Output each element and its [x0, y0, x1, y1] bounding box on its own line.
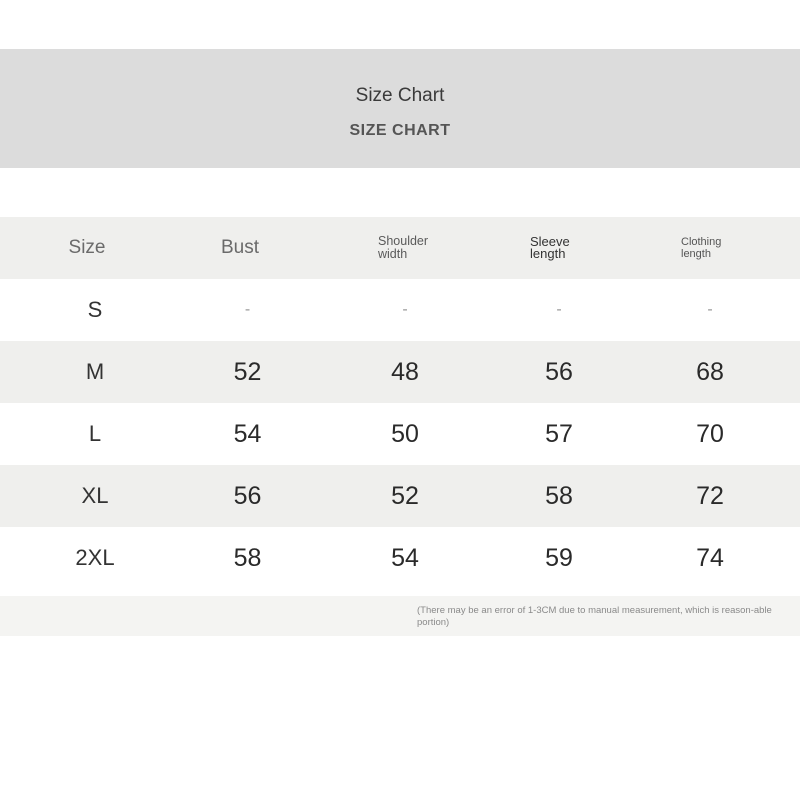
bust-cell: 56	[233, 481, 262, 510]
header-bust: Bust	[220, 237, 260, 258]
page-title: Size Chart	[355, 85, 445, 106]
clothing-cell: 74	[696, 543, 724, 572]
size-cell: 2XL	[75, 545, 115, 570]
measurement-note: (There may be an error of 1-3CM due to manual measurement, which is reason-able portion)	[417, 605, 772, 628]
size-cell: S	[87, 297, 103, 322]
clothing-cell: 72	[696, 481, 724, 510]
shoulder-cell: 50	[391, 419, 419, 448]
bust-cell: 52	[233, 357, 262, 386]
bust-cell: 58	[233, 543, 262, 572]
header-size: Size	[68, 237, 106, 258]
clothing-cell: -	[707, 301, 713, 318]
shoulder-cell: 52	[391, 481, 419, 510]
table-row	[0, 403, 800, 465]
table-row	[0, 527, 800, 589]
bust-cell: 54	[233, 419, 262, 448]
sleeve-cell: 59	[545, 543, 573, 572]
header-sleeve-line2: length	[530, 246, 566, 261]
size-cell: XL	[81, 483, 109, 508]
size-cell: M	[85, 359, 105, 384]
clothing-cell: 68	[696, 357, 724, 386]
header-clothing-length	[681, 217, 800, 279]
footnote-row	[0, 596, 800, 636]
sleeve-cell: -	[556, 301, 562, 318]
header-sleeve-line1: Sleeve	[530, 234, 570, 249]
header-shoulder-line1: Shoulder	[378, 234, 429, 248]
shoulder-cell: 54	[391, 543, 419, 572]
header-shoulder-line2: width	[378, 247, 408, 261]
size-table	[0, 217, 800, 589]
sleeve-cell: 58	[545, 481, 573, 510]
sleeve-cell: 56	[545, 357, 573, 386]
header-clothing-line1: Clothing	[681, 236, 722, 248]
size-cell: L	[88, 421, 102, 446]
sleeve-cell: 57	[545, 419, 573, 448]
bust-cell: -	[244, 301, 251, 318]
shoulder-cell: -	[402, 301, 408, 318]
clothing-cell: 70	[696, 419, 724, 448]
page-subtitle: SIZE CHART	[349, 122, 451, 139]
title-banner	[0, 49, 800, 168]
table-row	[0, 465, 800, 527]
header-sleeve-length	[530, 217, 648, 279]
header-clothing-line2: length	[681, 248, 711, 260]
shoulder-cell: 48	[391, 357, 419, 386]
table-header-row	[0, 217, 800, 279]
header-shoulder-width	[378, 217, 498, 279]
table-row	[0, 341, 800, 403]
table-row	[0, 279, 800, 341]
